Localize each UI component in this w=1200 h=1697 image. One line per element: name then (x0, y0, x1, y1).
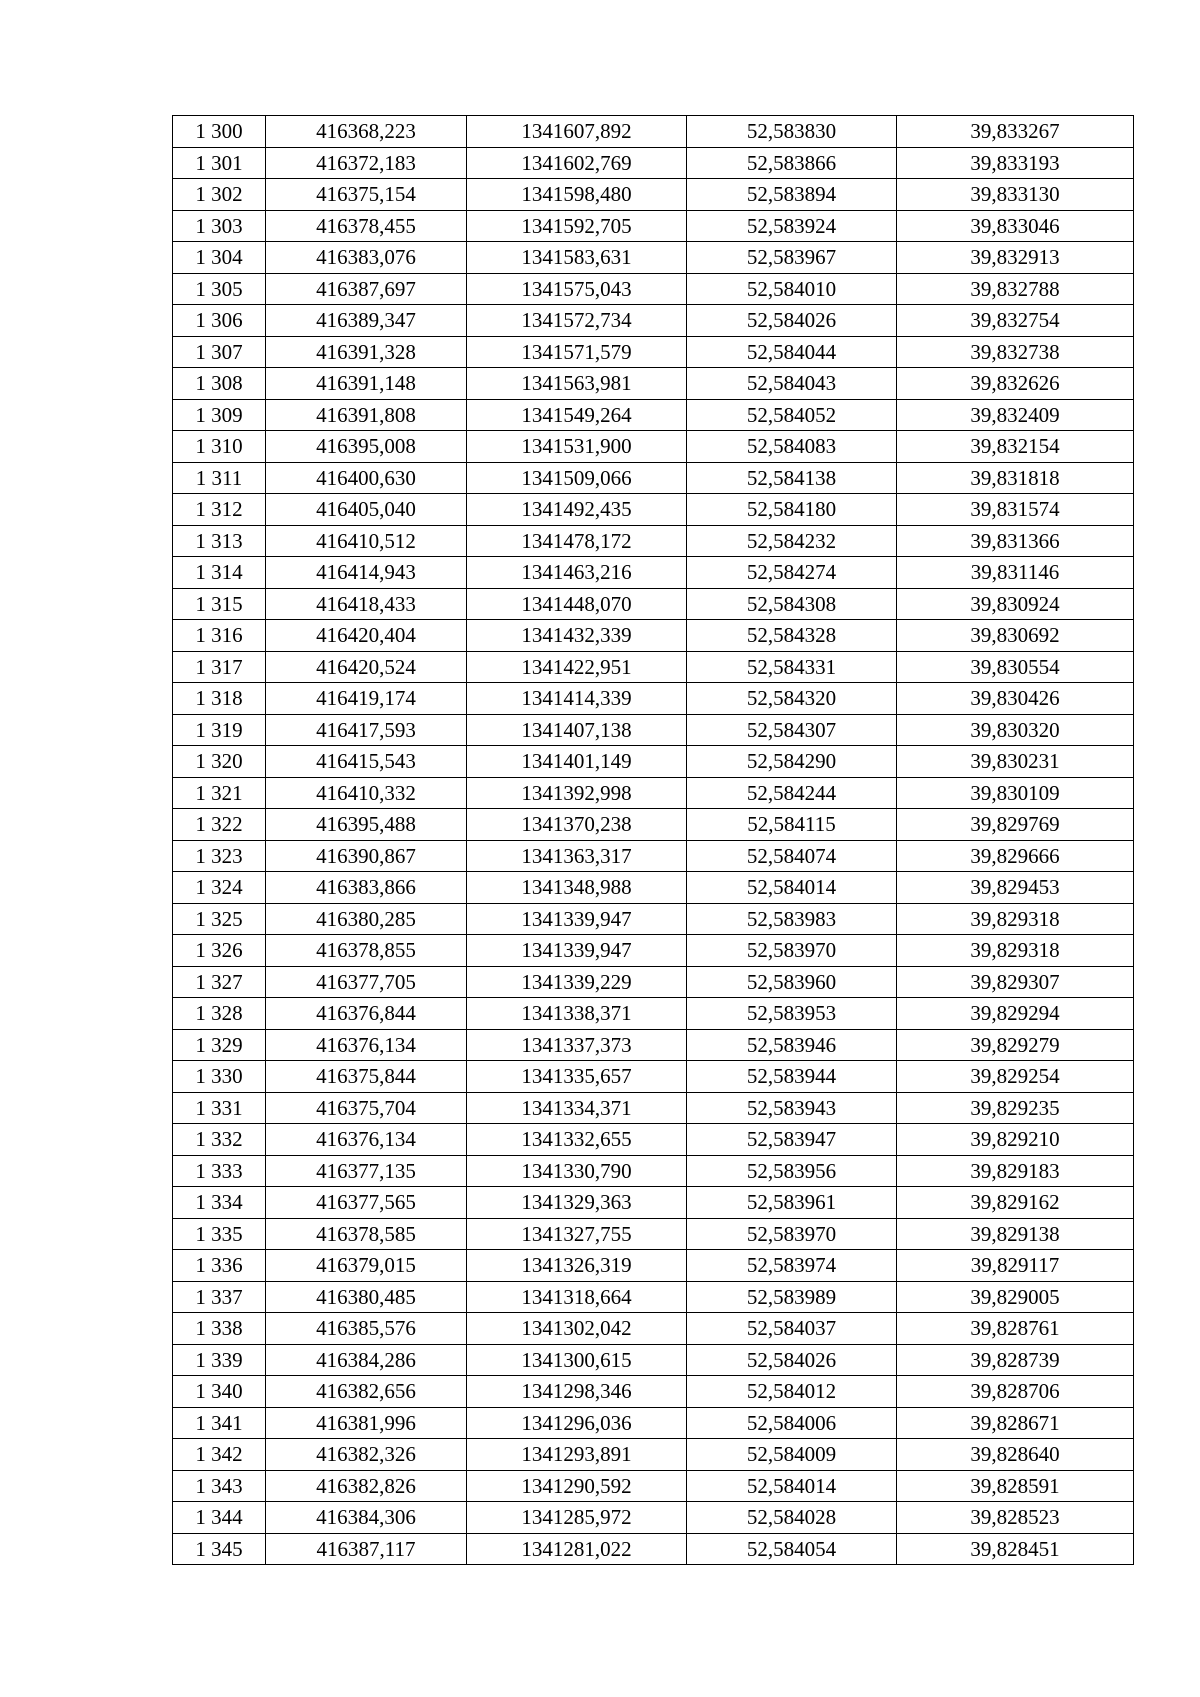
latitude-cell: 52,584307 (687, 714, 897, 746)
table-row (173, 1061, 1134, 1093)
x-coordinate-cell: 416376,844 (266, 998, 467, 1030)
x-coordinate-cell: 416395,008 (266, 431, 467, 463)
y-coordinate-cell: 1341334,371 (467, 1092, 687, 1124)
y-coordinate-cell: 1341602,769 (467, 147, 687, 179)
longitude-cell: 39,833193 (897, 147, 1134, 179)
y-coordinate-cell: 1341448,070 (467, 588, 687, 620)
latitude-cell: 52,584244 (687, 777, 897, 809)
longitude-cell: 39,829183 (897, 1155, 1134, 1187)
longitude-cell: 39,829318 (897, 935, 1134, 967)
y-coordinate-cell: 1341392,998 (467, 777, 687, 809)
y-coordinate-cell: 1341592,705 (467, 210, 687, 242)
longitude-cell: 39,830924 (897, 588, 1134, 620)
longitude-cell: 39,828671 (897, 1407, 1134, 1439)
latitude-cell: 52,584044 (687, 336, 897, 368)
x-coordinate-cell: 416375,704 (266, 1092, 467, 1124)
point-number-cell: 1 333 (173, 1155, 266, 1187)
table-row (173, 1470, 1134, 1502)
y-coordinate-cell: 1341478,172 (467, 525, 687, 557)
table-row (173, 1155, 1134, 1187)
table-row (173, 872, 1134, 904)
latitude-cell: 52,584006 (687, 1407, 897, 1439)
y-coordinate-cell: 1341327,755 (467, 1218, 687, 1250)
table-row (173, 651, 1134, 683)
longitude-cell: 39,832409 (897, 399, 1134, 431)
x-coordinate-cell: 416405,040 (266, 494, 467, 526)
point-number-cell: 1 316 (173, 620, 266, 652)
x-coordinate-cell: 416377,135 (266, 1155, 467, 1187)
point-number-cell: 1 340 (173, 1376, 266, 1408)
point-number-cell: 1 309 (173, 399, 266, 431)
table-row (173, 620, 1134, 652)
point-number-cell: 1 310 (173, 431, 266, 463)
x-coordinate-cell: 416372,183 (266, 147, 467, 179)
table-row (173, 431, 1134, 463)
y-coordinate-cell: 1341302,042 (467, 1313, 687, 1345)
latitude-cell: 52,583967 (687, 242, 897, 274)
point-number-cell: 1 344 (173, 1502, 266, 1534)
x-coordinate-cell: 416420,404 (266, 620, 467, 652)
y-coordinate-cell: 1341575,043 (467, 273, 687, 305)
point-number-cell: 1 313 (173, 525, 266, 557)
table-row (173, 809, 1134, 841)
longitude-cell: 39,828761 (897, 1313, 1134, 1345)
longitude-cell: 39,832154 (897, 431, 1134, 463)
longitude-cell: 39,829666 (897, 840, 1134, 872)
longitude-cell: 39,831366 (897, 525, 1134, 557)
x-coordinate-cell: 416390,867 (266, 840, 467, 872)
latitude-cell: 52,584028 (687, 1502, 897, 1534)
coordinates-table-body (173, 116, 1134, 1565)
longitude-cell: 39,828706 (897, 1376, 1134, 1408)
longitude-cell: 39,833267 (897, 116, 1134, 148)
table-row (173, 399, 1134, 431)
x-coordinate-cell: 416383,866 (266, 872, 467, 904)
longitude-cell: 39,829005 (897, 1281, 1134, 1313)
longitude-cell: 39,829318 (897, 903, 1134, 935)
latitude-cell: 52,583983 (687, 903, 897, 935)
y-coordinate-cell: 1341335,657 (467, 1061, 687, 1093)
point-number-cell: 1 301 (173, 147, 266, 179)
longitude-cell: 39,829307 (897, 966, 1134, 998)
longitude-cell: 39,832626 (897, 368, 1134, 400)
table-row (173, 714, 1134, 746)
point-number-cell: 1 315 (173, 588, 266, 620)
y-coordinate-cell: 1341329,363 (467, 1187, 687, 1219)
y-coordinate-cell: 1341298,346 (467, 1376, 687, 1408)
latitude-cell: 52,584074 (687, 840, 897, 872)
longitude-cell: 39,832754 (897, 305, 1134, 337)
y-coordinate-cell: 1341401,149 (467, 746, 687, 778)
point-number-cell: 1 305 (173, 273, 266, 305)
x-coordinate-cell: 416414,943 (266, 557, 467, 589)
latitude-cell: 52,584290 (687, 746, 897, 778)
table-row (173, 683, 1134, 715)
table-row (173, 1376, 1134, 1408)
latitude-cell: 52,584014 (687, 872, 897, 904)
x-coordinate-cell: 416375,154 (266, 179, 467, 211)
latitude-cell: 52,583956 (687, 1155, 897, 1187)
y-coordinate-cell: 1341492,435 (467, 494, 687, 526)
latitude-cell: 52,583946 (687, 1029, 897, 1061)
x-coordinate-cell: 416417,593 (266, 714, 467, 746)
table-row (173, 746, 1134, 778)
table-row (173, 179, 1134, 211)
longitude-cell: 39,828523 (897, 1502, 1134, 1534)
latitude-cell: 52,584308 (687, 588, 897, 620)
latitude-cell: 52,584026 (687, 1344, 897, 1376)
point-number-cell: 1 306 (173, 305, 266, 337)
point-number-cell: 1 326 (173, 935, 266, 967)
y-coordinate-cell: 1341281,022 (467, 1533, 687, 1565)
table-row (173, 966, 1134, 998)
y-coordinate-cell: 1341432,339 (467, 620, 687, 652)
y-coordinate-cell: 1341607,892 (467, 116, 687, 148)
latitude-cell: 52,584320 (687, 683, 897, 715)
x-coordinate-cell: 416418,433 (266, 588, 467, 620)
longitude-cell: 39,830320 (897, 714, 1134, 746)
x-coordinate-cell: 416385,576 (266, 1313, 467, 1345)
x-coordinate-cell: 416391,808 (266, 399, 467, 431)
longitude-cell: 39,831574 (897, 494, 1134, 526)
y-coordinate-cell: 1341422,951 (467, 651, 687, 683)
y-coordinate-cell: 1341531,900 (467, 431, 687, 463)
x-coordinate-cell: 416368,223 (266, 116, 467, 148)
x-coordinate-cell: 416384,286 (266, 1344, 467, 1376)
y-coordinate-cell: 1341571,579 (467, 336, 687, 368)
latitude-cell: 52,584026 (687, 305, 897, 337)
y-coordinate-cell: 1341549,264 (467, 399, 687, 431)
latitude-cell: 52,584010 (687, 273, 897, 305)
longitude-cell: 39,829117 (897, 1250, 1134, 1282)
point-number-cell: 1 337 (173, 1281, 266, 1313)
latitude-cell: 52,584037 (687, 1313, 897, 1345)
y-coordinate-cell: 1341463,216 (467, 557, 687, 589)
point-number-cell: 1 338 (173, 1313, 266, 1345)
table-row (173, 1187, 1134, 1219)
longitude-cell: 39,829235 (897, 1092, 1134, 1124)
latitude-cell: 52,584052 (687, 399, 897, 431)
table-row (173, 557, 1134, 589)
y-coordinate-cell: 1341348,988 (467, 872, 687, 904)
table-row (173, 1439, 1134, 1471)
longitude-cell: 39,829254 (897, 1061, 1134, 1093)
table-row (173, 935, 1134, 967)
point-number-cell: 1 329 (173, 1029, 266, 1061)
x-coordinate-cell: 416375,844 (266, 1061, 467, 1093)
latitude-cell: 52,584083 (687, 431, 897, 463)
latitude-cell: 52,584012 (687, 1376, 897, 1408)
y-coordinate-cell: 1341572,734 (467, 305, 687, 337)
latitude-cell: 52,584115 (687, 809, 897, 841)
point-number-cell: 1 318 (173, 683, 266, 715)
y-coordinate-cell: 1341338,371 (467, 998, 687, 1030)
longitude-cell: 39,828591 (897, 1470, 1134, 1502)
longitude-cell: 39,830109 (897, 777, 1134, 809)
point-number-cell: 1 308 (173, 368, 266, 400)
latitude-cell: 52,583943 (687, 1092, 897, 1124)
longitude-cell: 39,829279 (897, 1029, 1134, 1061)
point-number-cell: 1 335 (173, 1218, 266, 1250)
x-coordinate-cell: 416391,148 (266, 368, 467, 400)
point-number-cell: 1 345 (173, 1533, 266, 1565)
longitude-cell: 39,830692 (897, 620, 1134, 652)
table-row (173, 1533, 1134, 1565)
point-number-cell: 1 319 (173, 714, 266, 746)
x-coordinate-cell: 416378,455 (266, 210, 467, 242)
table-row (173, 210, 1134, 242)
x-coordinate-cell: 416389,347 (266, 305, 467, 337)
x-coordinate-cell: 416378,855 (266, 935, 467, 967)
point-number-cell: 1 330 (173, 1061, 266, 1093)
latitude-cell: 52,583866 (687, 147, 897, 179)
latitude-cell: 52,583970 (687, 935, 897, 967)
latitude-cell: 52,584014 (687, 1470, 897, 1502)
table-row (173, 116, 1134, 148)
longitude-cell: 39,829210 (897, 1124, 1134, 1156)
point-number-cell: 1 321 (173, 777, 266, 809)
table-row (173, 840, 1134, 872)
x-coordinate-cell: 416400,630 (266, 462, 467, 494)
x-coordinate-cell: 416383,076 (266, 242, 467, 274)
table-row (173, 336, 1134, 368)
longitude-cell: 39,829453 (897, 872, 1134, 904)
y-coordinate-cell: 1341326,319 (467, 1250, 687, 1282)
table-row (173, 1124, 1134, 1156)
table-row (173, 903, 1134, 935)
point-number-cell: 1 341 (173, 1407, 266, 1439)
point-number-cell: 1 314 (173, 557, 266, 589)
y-coordinate-cell: 1341363,317 (467, 840, 687, 872)
table-row (173, 305, 1134, 337)
latitude-cell: 52,583924 (687, 210, 897, 242)
y-coordinate-cell: 1341318,664 (467, 1281, 687, 1313)
longitude-cell: 39,831818 (897, 462, 1134, 494)
x-coordinate-cell: 416377,705 (266, 966, 467, 998)
y-coordinate-cell: 1341339,947 (467, 903, 687, 935)
point-number-cell: 1 328 (173, 998, 266, 1030)
x-coordinate-cell: 416377,565 (266, 1187, 467, 1219)
x-coordinate-cell: 416382,656 (266, 1376, 467, 1408)
latitude-cell: 52,584328 (687, 620, 897, 652)
point-number-cell: 1 343 (173, 1470, 266, 1502)
point-number-cell: 1 303 (173, 210, 266, 242)
point-number-cell: 1 307 (173, 336, 266, 368)
point-number-cell: 1 311 (173, 462, 266, 494)
latitude-cell: 52,584232 (687, 525, 897, 557)
longitude-cell: 39,829138 (897, 1218, 1134, 1250)
x-coordinate-cell: 416415,543 (266, 746, 467, 778)
x-coordinate-cell: 416380,485 (266, 1281, 467, 1313)
point-number-cell: 1 331 (173, 1092, 266, 1124)
point-number-cell: 1 327 (173, 966, 266, 998)
point-number-cell: 1 342 (173, 1439, 266, 1471)
x-coordinate-cell: 416420,524 (266, 651, 467, 683)
coordinates-table (172, 115, 1134, 1565)
x-coordinate-cell: 416391,328 (266, 336, 467, 368)
table-row (173, 588, 1134, 620)
y-coordinate-cell: 1341332,655 (467, 1124, 687, 1156)
point-number-cell: 1 320 (173, 746, 266, 778)
table-row (173, 273, 1134, 305)
x-coordinate-cell: 416410,332 (266, 777, 467, 809)
y-coordinate-cell: 1341583,631 (467, 242, 687, 274)
point-number-cell: 1 323 (173, 840, 266, 872)
y-coordinate-cell: 1341300,615 (467, 1344, 687, 1376)
table-row (173, 1218, 1134, 1250)
longitude-cell: 39,828739 (897, 1344, 1134, 1376)
x-coordinate-cell: 416376,134 (266, 1029, 467, 1061)
latitude-cell: 52,584274 (687, 557, 897, 589)
latitude-cell: 52,583970 (687, 1218, 897, 1250)
longitude-cell: 39,830554 (897, 651, 1134, 683)
x-coordinate-cell: 416379,015 (266, 1250, 467, 1282)
longitude-cell: 39,829769 (897, 809, 1134, 841)
table-row (173, 1502, 1134, 1534)
latitude-cell: 52,583961 (687, 1187, 897, 1219)
latitude-cell: 52,583989 (687, 1281, 897, 1313)
longitude-cell: 39,830231 (897, 746, 1134, 778)
longitude-cell: 39,829162 (897, 1187, 1134, 1219)
point-number-cell: 1 324 (173, 872, 266, 904)
point-number-cell: 1 302 (173, 179, 266, 211)
table-row (173, 1281, 1134, 1313)
latitude-cell: 52,583944 (687, 1061, 897, 1093)
table-row (173, 494, 1134, 526)
x-coordinate-cell: 416410,512 (266, 525, 467, 557)
x-coordinate-cell: 416419,174 (266, 683, 467, 715)
latitude-cell: 52,583830 (687, 116, 897, 148)
x-coordinate-cell: 416376,134 (266, 1124, 467, 1156)
point-number-cell: 1 332 (173, 1124, 266, 1156)
latitude-cell: 52,584138 (687, 462, 897, 494)
longitude-cell: 39,832788 (897, 273, 1134, 305)
y-coordinate-cell: 1341370,238 (467, 809, 687, 841)
x-coordinate-cell: 416395,488 (266, 809, 467, 841)
y-coordinate-cell: 1341407,138 (467, 714, 687, 746)
y-coordinate-cell: 1341290,592 (467, 1470, 687, 1502)
latitude-cell: 52,583974 (687, 1250, 897, 1282)
latitude-cell: 52,584331 (687, 651, 897, 683)
latitude-cell: 52,583953 (687, 998, 897, 1030)
point-number-cell: 1 312 (173, 494, 266, 526)
latitude-cell: 52,583894 (687, 179, 897, 211)
y-coordinate-cell: 1341339,229 (467, 966, 687, 998)
table-row (173, 1092, 1134, 1124)
longitude-cell: 39,828640 (897, 1439, 1134, 1471)
point-number-cell: 1 304 (173, 242, 266, 274)
y-coordinate-cell: 1341285,972 (467, 1502, 687, 1534)
longitude-cell: 39,829294 (897, 998, 1134, 1030)
y-coordinate-cell: 1341598,480 (467, 179, 687, 211)
x-coordinate-cell: 416382,826 (266, 1470, 467, 1502)
table-row (173, 1029, 1134, 1061)
latitude-cell: 52,584043 (687, 368, 897, 400)
y-coordinate-cell: 1341330,790 (467, 1155, 687, 1187)
y-coordinate-cell: 1341293,891 (467, 1439, 687, 1471)
point-number-cell: 1 339 (173, 1344, 266, 1376)
y-coordinate-cell: 1341563,981 (467, 368, 687, 400)
y-coordinate-cell: 1341414,339 (467, 683, 687, 715)
y-coordinate-cell: 1341339,947 (467, 935, 687, 967)
point-number-cell: 1 336 (173, 1250, 266, 1282)
latitude-cell: 52,584180 (687, 494, 897, 526)
longitude-cell: 39,833046 (897, 210, 1134, 242)
x-coordinate-cell: 416382,326 (266, 1439, 467, 1471)
table-row (173, 1344, 1134, 1376)
y-coordinate-cell: 1341337,373 (467, 1029, 687, 1061)
x-coordinate-cell: 416384,306 (266, 1502, 467, 1534)
y-coordinate-cell: 1341296,036 (467, 1407, 687, 1439)
longitude-cell: 39,830426 (897, 683, 1134, 715)
latitude-cell: 52,583960 (687, 966, 897, 998)
table-row (173, 1407, 1134, 1439)
point-number-cell: 1 300 (173, 116, 266, 148)
x-coordinate-cell: 416378,585 (266, 1218, 467, 1250)
table-row (173, 998, 1134, 1030)
table-row (173, 1250, 1134, 1282)
point-number-cell: 1 322 (173, 809, 266, 841)
table-row (173, 147, 1134, 179)
longitude-cell: 39,828451 (897, 1533, 1134, 1565)
table-row (173, 1313, 1134, 1345)
x-coordinate-cell: 416387,697 (266, 273, 467, 305)
table-row (173, 777, 1134, 809)
table-row (173, 462, 1134, 494)
latitude-cell: 52,584009 (687, 1439, 897, 1471)
x-coordinate-cell: 416380,285 (266, 903, 467, 935)
longitude-cell: 39,831146 (897, 557, 1134, 589)
longitude-cell: 39,832738 (897, 336, 1134, 368)
latitude-cell: 52,584054 (687, 1533, 897, 1565)
point-number-cell: 1 325 (173, 903, 266, 935)
x-coordinate-cell: 416387,117 (266, 1533, 467, 1565)
point-number-cell: 1 334 (173, 1187, 266, 1219)
table-row (173, 368, 1134, 400)
table-row (173, 242, 1134, 274)
y-coordinate-cell: 1341509,066 (467, 462, 687, 494)
x-coordinate-cell: 416381,996 (266, 1407, 467, 1439)
point-number-cell: 1 317 (173, 651, 266, 683)
table-row (173, 525, 1134, 557)
longitude-cell: 39,833130 (897, 179, 1134, 211)
longitude-cell: 39,832913 (897, 242, 1134, 274)
latitude-cell: 52,583947 (687, 1124, 897, 1156)
